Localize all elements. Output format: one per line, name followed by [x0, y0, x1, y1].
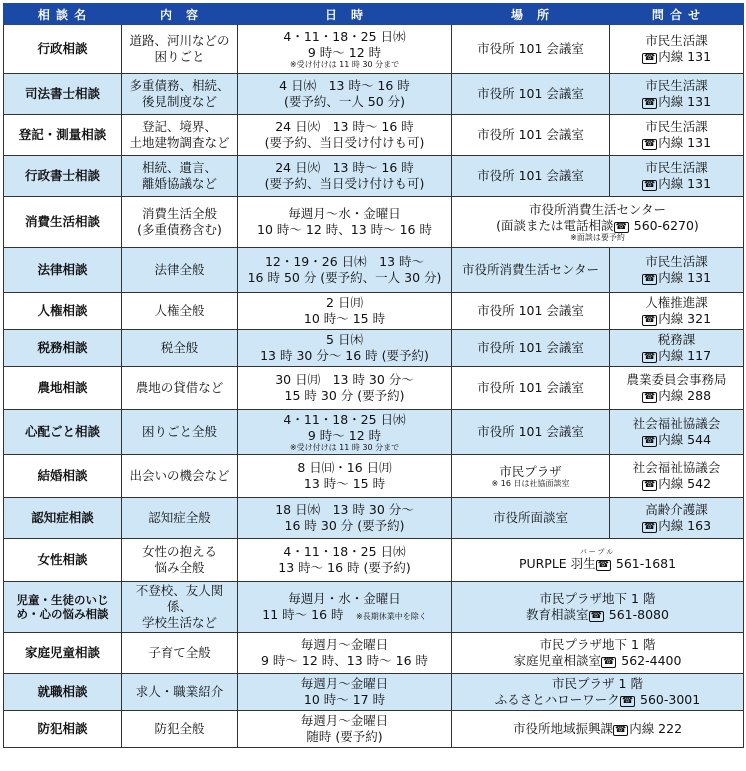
contact-cell — [610, 367, 744, 410]
content-cell — [122, 248, 238, 293]
place-contact-cell — [452, 197, 744, 248]
consultation-name: 司法書士相談 — [4, 74, 122, 115]
place-contact-line: (面談または電話相談 — [496, 217, 614, 233]
header-datetime: 日 時 — [238, 4, 452, 25]
phone-icon: ☎ — [643, 274, 656, 284]
content-cell — [122, 582, 238, 633]
datetime-line: 毎週月～金曜日 — [300, 637, 389, 652]
datetime-line: 9 時～ 12 時 — [307, 427, 382, 443]
datetime-line: 13 時～ 16 時 (要予約) — [278, 560, 411, 575]
datetime-line: 随時 (要予約) — [306, 729, 383, 744]
contact-ext: 内線 131 — [658, 270, 712, 285]
content-cell — [122, 293, 238, 330]
contact-dept: 人権推進課 — [645, 295, 708, 310]
phone-icon: ☎ — [643, 139, 656, 149]
place-contact-line: 560-3001 — [636, 692, 701, 707]
datetime-note: ※長期休業中を除く — [356, 612, 427, 621]
content-line: 防犯全般 — [154, 721, 205, 736]
phone-icon: ☎ — [597, 559, 609, 570]
consultation-name: 防犯相談 — [4, 711, 122, 748]
consultation-name: 人権相談 — [4, 293, 122, 330]
contact-dept: 市民生活課 — [645, 33, 708, 48]
place-cell — [452, 115, 610, 156]
table-row — [4, 455, 744, 498]
place-contact-cell — [452, 633, 744, 674]
content-line: 学校生活など — [141, 615, 217, 630]
datetime-note: ※受け付けは 11 時 30 分まで — [289, 442, 400, 452]
contact-ext: 内線 288 — [658, 388, 712, 403]
contact-ext: 内線 544 — [658, 432, 712, 447]
datetime-line: 10 時～ 15 時 — [303, 311, 386, 326]
table-row — [4, 633, 744, 674]
phone-icon: ☎ — [643, 180, 656, 190]
consultation-name: 法律相談 — [4, 248, 122, 293]
content-cell — [122, 410, 238, 455]
consultation-name: 女性相談 — [4, 539, 122, 582]
place-cell — [452, 367, 610, 410]
content-cell — [122, 197, 238, 248]
datetime-line: 4・11・18・25 日㈬ — [283, 544, 406, 559]
content-line: 女性の抱える — [141, 544, 217, 559]
table-row — [4, 25, 744, 74]
contact-cell — [610, 248, 744, 293]
table-row — [4, 156, 744, 197]
consultation-name: 農地相談 — [4, 367, 122, 410]
datetime-cell — [238, 293, 452, 330]
datetime-line: 5 日㈭ — [326, 332, 363, 347]
place-line: 市役所 101 会議室 — [477, 86, 584, 101]
datetime-cell — [238, 498, 452, 539]
datetime-line: 12・19・26 日㈭ 13 時～ — [264, 254, 425, 269]
phone-icon: ☎ — [643, 315, 656, 325]
datetime-line: 4 日㈬ 13 時～ 16 時 — [279, 78, 410, 93]
place-contact-line: 市役所消費生活センター — [528, 201, 666, 217]
datetime-line: 11 時～ 16 時 — [262, 607, 344, 622]
content-line: 人権全般 — [154, 303, 205, 318]
datetime-line: 4・11・18・25 日㈬ — [283, 411, 406, 427]
table-header — [4, 4, 744, 25]
content-line: 困りごと全般 — [141, 424, 217, 439]
datetime-line: 4・11・18・25 日㈬ — [283, 28, 406, 44]
contact-ext: 内線 131 — [658, 176, 712, 191]
content-line: 税全般 — [160, 340, 199, 355]
place-note: ※ 16 日は社協面談室 — [491, 478, 570, 488]
content-line: 困りごと — [154, 49, 205, 64]
place-line: 市役所 101 会議室 — [477, 127, 584, 142]
datetime-line: 16 時 50 分 (要予約、一人 30 分) — [247, 270, 442, 285]
content-cell — [122, 330, 238, 367]
contact-cell — [610, 74, 744, 115]
content-line: 後見制度など — [141, 94, 217, 109]
phone-icon: ☎ — [643, 98, 656, 108]
contact-dept: 高齢介護課 — [645, 502, 708, 517]
datetime-line: 15 時 30 分 (要予約) — [284, 388, 405, 403]
contact-ext: 内線 163 — [658, 518, 712, 533]
datetime-line: 毎週月～水・金曜日 — [288, 206, 401, 221]
contact-cell — [610, 455, 744, 498]
content-line: 不登校、友人関係、 — [135, 583, 224, 614]
place-contact-line: 市民プラザ 1 階 — [552, 676, 643, 691]
place-contact-line: ふるさとハローワーク — [494, 692, 620, 707]
consultation-name: 結婚相談 — [4, 455, 122, 498]
contact-ext: 内線 131 — [658, 49, 712, 64]
place-line: 市役所 101 会議室 — [477, 303, 584, 318]
datetime-cell — [238, 711, 452, 748]
contact-ext: 内線 131 — [658, 135, 712, 150]
datetime-cell — [238, 367, 452, 410]
consultation-name: 行政書士相談 — [4, 156, 122, 197]
place-cell — [452, 25, 610, 74]
content-cell — [122, 25, 238, 74]
table-row — [4, 197, 744, 248]
table-row — [4, 367, 744, 410]
place-line: 市役所面談室 — [492, 510, 568, 525]
datetime-cell — [238, 197, 452, 248]
contact-dept: 市民生活課 — [645, 160, 708, 175]
datetime-line: 13 時 30 分～ 16 時 (要予約) — [260, 348, 429, 363]
place-line: 市役所 101 会議室 — [477, 168, 584, 183]
place-line: 市役所 101 会議室 — [477, 340, 584, 355]
contact-ext: 内線 117 — [658, 348, 712, 363]
content-line: 出会いの機会など — [129, 468, 230, 483]
content-cell — [122, 633, 238, 674]
datetime-line: 16 時 30 分 (要予約) — [284, 518, 405, 533]
contact-cell — [610, 293, 744, 330]
content-line: 農地の貸借など — [135, 380, 224, 395]
content-line: 認知症全般 — [148, 510, 211, 525]
contact-dept: 農業委員会事務局 — [626, 372, 727, 387]
phone-icon: ☎ — [615, 221, 627, 232]
datetime-cell — [238, 582, 452, 633]
contact-cell — [610, 330, 744, 367]
datetime-line: 9 時～ 12 時、13 時～ 16 時 — [260, 653, 428, 668]
content-cell — [122, 711, 238, 748]
datetime-cell — [238, 410, 452, 455]
content-cell — [122, 74, 238, 115]
place-contact-line: 市民プラザ地下 1 階 — [539, 591, 656, 606]
content-cell — [122, 498, 238, 539]
phone-icon: ☎ — [643, 53, 656, 63]
content-line: 相続、遺言、 — [141, 160, 217, 175]
place-contact-cell — [452, 711, 744, 748]
table-row — [4, 115, 744, 156]
header-contact: 問 合 せ — [610, 4, 744, 25]
table-row — [4, 498, 744, 539]
datetime-line: 毎週月・水・金曜日 — [288, 591, 401, 606]
place-line: 市役所 101 会議室 — [477, 380, 584, 395]
place-contact-line: 家庭児童相談室 — [513, 653, 602, 668]
datetime-cell — [238, 74, 452, 115]
consultation-name: 税務相談 — [4, 330, 122, 367]
table-row — [4, 248, 744, 293]
table-row — [4, 582, 744, 633]
datetime-cell — [238, 115, 452, 156]
datetime-cell — [238, 156, 452, 197]
place-contact-line: 教育相談室 — [526, 607, 589, 622]
content-cell — [122, 674, 238, 711]
datetime-line: 毎週月～金曜日 — [300, 713, 389, 728]
place-contact-cell — [452, 582, 744, 633]
place-cell — [452, 156, 610, 197]
table-row — [4, 74, 744, 115]
content-line: 離婚協議など — [141, 176, 217, 191]
content-line: 求人・職業紹介 — [135, 684, 224, 699]
phone-icon: ☎ — [643, 436, 656, 446]
contact-dept: 市民生活課 — [645, 254, 708, 269]
place-cell — [452, 248, 610, 293]
datetime-line: 9 時～ 12 時 — [307, 44, 382, 60]
place-contact-line: 561-1681 — [611, 555, 677, 571]
content-cell — [122, 115, 238, 156]
place-line: 市役所 101 会議室 — [477, 41, 584, 56]
datetime-cell — [238, 330, 452, 367]
datetime-line: 18 日㈬ 13 時 30 分～ — [275, 502, 414, 517]
phone-icon: ☎ — [603, 657, 615, 667]
content-line: 法律全般 — [154, 262, 205, 277]
contact-ext: 内線 131 — [658, 94, 712, 109]
contact-dept: 市民生活課 — [645, 119, 708, 134]
datetime-line: (要予約、当日受け付けも可) — [264, 176, 425, 191]
content-line: 登記、境界、 — [141, 119, 217, 134]
contact-dept: 市民生活課 — [645, 78, 708, 93]
content-cell — [122, 367, 238, 410]
datetime-line: 毎週月～金曜日 — [300, 676, 389, 691]
place-contact-line: 市民プラザ地下 1 階 — [539, 637, 656, 652]
content-line: 子育て全般 — [148, 645, 211, 660]
phone-icon: ☎ — [643, 522, 656, 532]
consultation-name: 家庭児童相談 — [4, 633, 122, 674]
place-contact-line: 内線 222 — [629, 721, 683, 736]
phone-icon: ☎ — [621, 696, 634, 706]
place-note: ※面談は要予約 — [570, 232, 625, 242]
datetime-line: 10 時～ 12 時、13 時～ 16 時 — [257, 222, 432, 237]
place-line: 市役所消費生活センター — [461, 262, 599, 277]
consultation-name: 登記・測量相談 — [4, 115, 122, 156]
place-cell — [452, 330, 610, 367]
content-line: 土地建物調査など — [129, 135, 230, 150]
table-row — [4, 539, 744, 582]
datetime-line: (要予約、一人 50 分) — [283, 94, 406, 109]
datetime-cell — [238, 455, 452, 498]
content-line: 悩み全般 — [154, 560, 205, 575]
place-contact-cell — [452, 539, 744, 582]
content-line: 多重債務、相続、 — [129, 78, 230, 93]
contact-cell — [610, 115, 744, 156]
phone-icon: ☎ — [643, 480, 656, 490]
phone-icon: ☎ — [590, 611, 602, 621]
place-contact-line: 市役所地域振興課 — [512, 721, 613, 736]
consultation-name: 就職相談 — [4, 674, 122, 711]
datetime-line: 13 時～ 15 時 — [303, 476, 386, 491]
place-cell — [452, 410, 610, 455]
datetime-cell — [238, 674, 452, 711]
place-cell — [452, 455, 610, 498]
consultation-table — [3, 3, 744, 748]
consultation-name: 消費生活相談 — [4, 197, 122, 248]
place-cell — [452, 293, 610, 330]
consultation-name: 行政相談 — [4, 25, 122, 74]
content-line: 道路、河川などの — [129, 33, 230, 48]
header-name: 相 談 名 — [4, 4, 122, 25]
content-line: (多重債務含む) — [137, 222, 222, 237]
datetime-line: 10 時～ 17 時 — [303, 692, 386, 707]
table-row — [4, 330, 744, 367]
contact-dept: 社会福祉協議会 — [632, 416, 721, 431]
datetime-line: 8 日㈰・16 日㈪ — [297, 460, 392, 475]
content-cell — [122, 539, 238, 582]
content-line: 消費生活全般 — [141, 206, 217, 221]
place-cell — [452, 498, 610, 539]
contact-cell — [610, 156, 744, 197]
place-line: 市役所 101 会議室 — [477, 424, 584, 439]
datetime-cell — [238, 633, 452, 674]
phone-icon: ☎ — [614, 725, 627, 735]
header-place: 場 所 — [452, 4, 610, 25]
contact-dept: 社会福祉協議会 — [632, 460, 721, 475]
place-line: 市民プラザ — [499, 463, 562, 479]
place-contact-line: 560-6270) — [629, 217, 699, 233]
datetime-line: (要予約、当日受け付けも可) — [264, 135, 425, 150]
consultation-name: 心配ごと相談 — [4, 410, 122, 455]
contact-dept: 税務課 — [657, 332, 696, 347]
datetime-line: 30 日㈪ 13 時 30 分～ — [275, 372, 414, 387]
contact-ext: 内線 542 — [658, 476, 712, 491]
datetime-cell — [238, 25, 452, 74]
place-cell — [452, 74, 610, 115]
contact-cell — [610, 25, 744, 74]
datetime-note: ※受け付けは 11 時 30 分まで — [289, 59, 400, 69]
datetime-line: 24 日㈫ 13 時～ 16 時 — [275, 160, 414, 175]
datetime-line: 2 日㈪ — [326, 295, 363, 310]
table-row — [4, 410, 744, 455]
contact-cell — [610, 410, 744, 455]
contact-cell — [610, 498, 744, 539]
header-content: 内 容 — [122, 4, 238, 25]
consultation-name: 児童・生徒のいじめ・心の悩み相談 — [4, 582, 122, 633]
contact-ext: 内線 321 — [658, 311, 712, 326]
table-row — [4, 293, 744, 330]
place-contact-line: PURPLE 羽生 — [518, 555, 596, 571]
place-contact-cell — [452, 674, 744, 711]
datetime-line: 24 日㈫ 13 時～ 16 時 — [275, 119, 414, 134]
datetime-cell — [238, 248, 452, 293]
place-contact-line: 561-8080 — [604, 607, 669, 622]
content-cell — [122, 156, 238, 197]
phone-icon: ☎ — [643, 392, 656, 402]
datetime-cell — [238, 539, 452, 582]
content-cell — [122, 455, 238, 498]
place-contact-line: 562-4400 — [617, 653, 682, 668]
table-row — [4, 674, 744, 711]
ruby-text: パープル — [579, 547, 616, 556]
consultation-name: 認知症相談 — [4, 498, 122, 539]
phone-icon: ☎ — [643, 352, 656, 362]
table-row — [4, 711, 744, 748]
